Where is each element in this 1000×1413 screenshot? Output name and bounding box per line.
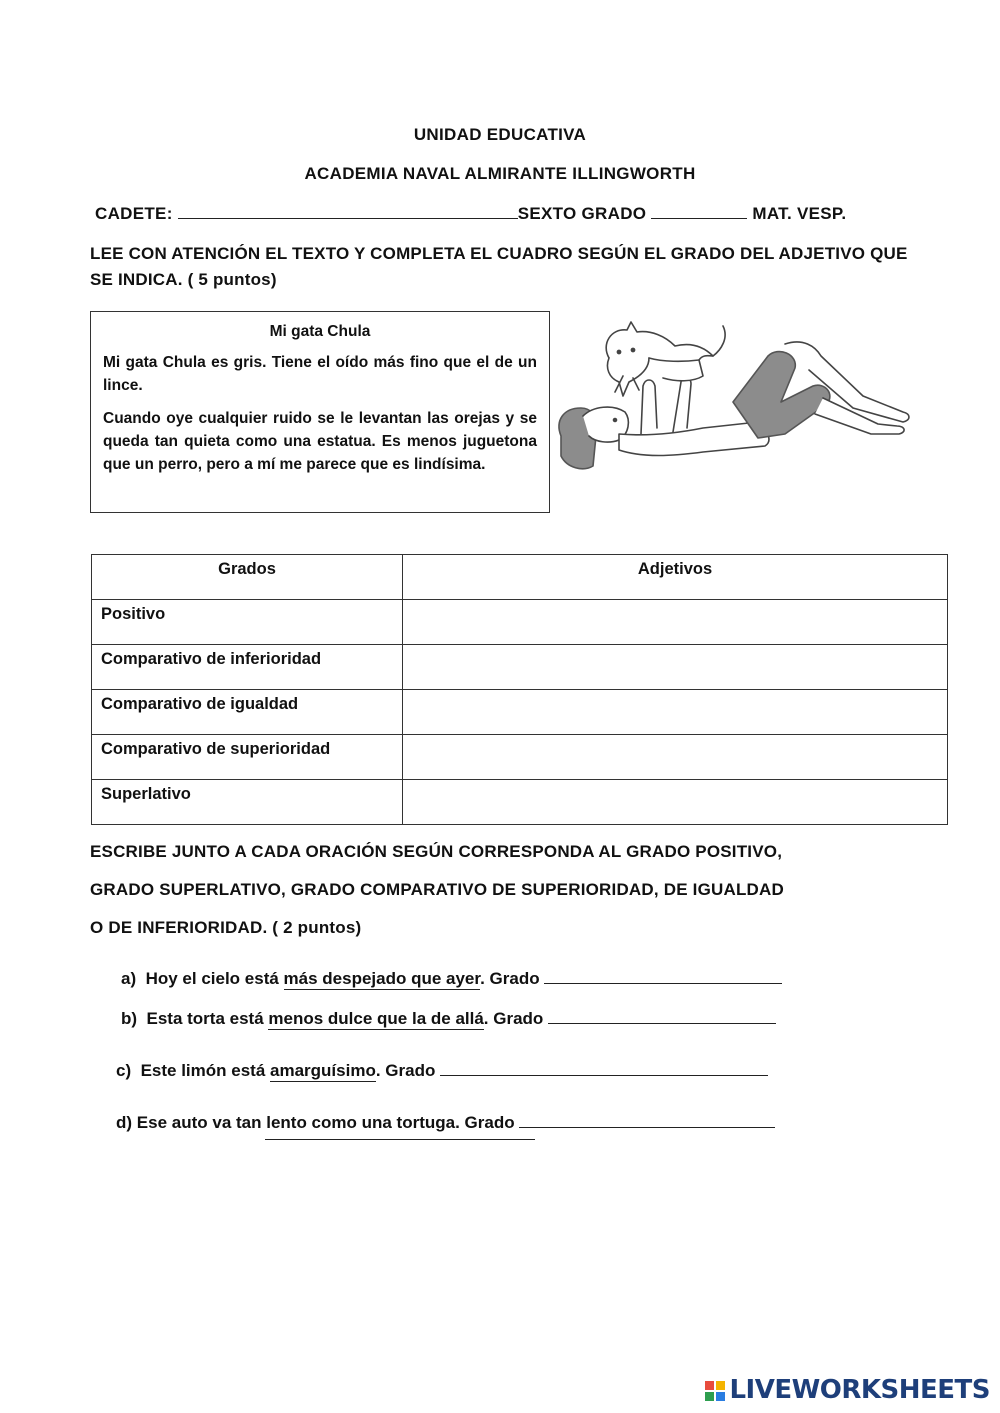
academy-title: ACADEMIA NAVAL ALMIRANTE ILLINGWORTH bbox=[304, 164, 696, 183]
instruction-2-line-3: O DE INFERIORIDAD. ( 2 puntos) bbox=[90, 918, 362, 937]
answer-cell-igualdad[interactable] bbox=[403, 690, 948, 735]
question-label: a) bbox=[121, 969, 137, 988]
question-c bbox=[116, 1061, 768, 1081]
underlined-phrase: amarguísimo bbox=[270, 1061, 376, 1080]
logo-icon bbox=[705, 1381, 725, 1401]
grade-cell: Comparativo de igualdad bbox=[92, 690, 403, 735]
header-adjetivos: Adjetivos bbox=[403, 555, 948, 600]
instruction-1: LEE CON ATENCIÓN EL TEXTO Y COMPLETA EL CUADRO SEGÚN EL GRADO DEL ADJETIVO QUE SE INDICA. ( 5 puntos) bbox=[90, 244, 908, 289]
question-d bbox=[116, 1113, 775, 1133]
table-row bbox=[92, 690, 948, 735]
underlined-phrase: más despejado que ayer bbox=[283, 969, 481, 988]
grade-label: SEXTO GRADO bbox=[517, 204, 647, 223]
answer-cell-superioridad[interactable] bbox=[403, 735, 948, 780]
reading-title: Mi gata Chula bbox=[269, 323, 371, 340]
answer-cell-inferioridad[interactable] bbox=[403, 645, 948, 690]
answer-blank-d[interactable] bbox=[519, 1113, 775, 1128]
question-suffix: . Grado bbox=[483, 1009, 544, 1028]
question-text: Esta torta está bbox=[146, 1009, 269, 1028]
grade-cell: Positivo bbox=[92, 600, 403, 645]
grade-cell: Comparativo de inferioridad bbox=[92, 645, 403, 690]
question-text: Ese auto va bbox=[136, 1113, 236, 1132]
grades-table bbox=[91, 554, 948, 825]
grade-cell: Comparativo de superioridad bbox=[92, 735, 403, 780]
instruction-2-line-1: ESCRIBE JUNTO A CADA ORACIÓN SEGÚN CORRESPONDA AL GRADO POSITIVO, bbox=[90, 842, 783, 861]
question-text: Este limón está bbox=[140, 1061, 271, 1080]
answer-blank-a[interactable] bbox=[544, 969, 782, 984]
question-label: d) bbox=[116, 1113, 133, 1132]
question-suffix: . Grado bbox=[375, 1061, 436, 1080]
underlined-phrase: tan lento como una tortuga bbox=[236, 1113, 456, 1132]
school-title: UNIDAD EDUCATIVA bbox=[413, 125, 587, 144]
question-suffix: . Grado bbox=[480, 969, 540, 988]
answer-blank-c[interactable] bbox=[440, 1061, 768, 1076]
answer-cell-superlativo[interactable] bbox=[403, 780, 948, 825]
reading-paragraph-2: Cuando oye cualquier ruido se le levantan las orejas y se queda tan quieta como una estatua. Es menos juguetona que un perro, pero a mí me parece que es lindísima. bbox=[103, 410, 537, 473]
underlined-phrase: menos dulce que la de allá bbox=[268, 1009, 484, 1028]
header-grados: Grados bbox=[92, 555, 403, 600]
question-label: c) bbox=[116, 1061, 132, 1080]
cadet-name-blank[interactable] bbox=[178, 204, 518, 219]
cadet-label: CADETE: bbox=[95, 204, 173, 223]
table-row bbox=[92, 780, 948, 825]
student-info-line bbox=[95, 204, 846, 224]
grade-cell: Superlativo bbox=[92, 780, 403, 825]
girl-with-cat-illustration bbox=[553, 316, 918, 476]
question-a bbox=[121, 969, 782, 989]
table-row bbox=[92, 600, 948, 645]
reading-paragraph-1: Mi gata Chula es gris. Tiene el oído más fino que el de un lince. bbox=[103, 354, 537, 394]
answer-blank-b[interactable] bbox=[548, 1009, 776, 1024]
reading-box bbox=[90, 311, 550, 513]
underline-d bbox=[265, 1139, 535, 1140]
grade-blank[interactable] bbox=[651, 204, 747, 219]
logo-text: LIVEWORKSHEETS bbox=[729, 1375, 990, 1405]
question-suffix: . Grado bbox=[455, 1113, 515, 1132]
table-row bbox=[92, 735, 948, 780]
instruction-2-line-2: GRADO SUPERLATIVO, GRADO COMPARATIVO DE SUPERIORIDAD, DE IGUALDAD bbox=[90, 880, 784, 899]
question-b bbox=[121, 1009, 776, 1029]
question-label: b) bbox=[121, 1009, 138, 1028]
liveworksheets-logo bbox=[705, 1375, 990, 1405]
shift-label: MAT. VESP. bbox=[752, 204, 847, 223]
answer-cell-positivo[interactable] bbox=[403, 600, 948, 645]
question-text: Hoy el cielo está bbox=[145, 969, 284, 988]
table-row bbox=[92, 645, 948, 690]
table-header-row bbox=[92, 555, 948, 600]
